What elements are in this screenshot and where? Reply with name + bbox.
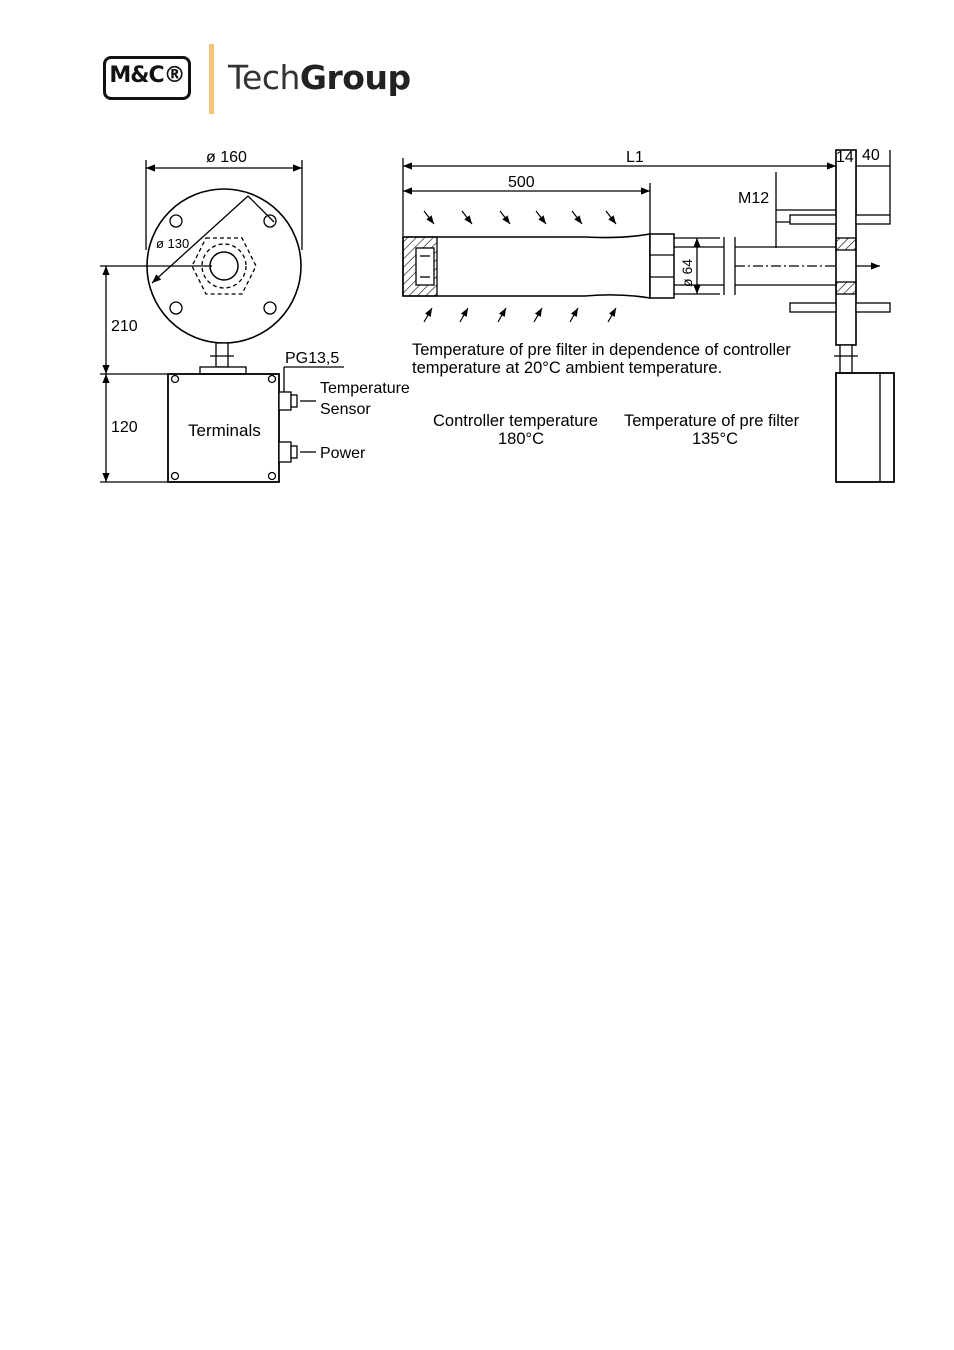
- dim-flange-diameter: ø 160: [206, 149, 247, 166]
- prefilter-temp-label: Temperature of pre filter: [624, 412, 800, 430]
- note-line-2: temperature at 20°C ambient temperature.: [412, 359, 723, 377]
- dim-thread-m12: M12: [738, 190, 770, 207]
- side-view: [403, 150, 894, 482]
- dim-bolt-circle: ø 130: [156, 236, 190, 251]
- pg-label: PG13,5: [285, 350, 340, 367]
- dim-height-120: 120: [111, 419, 138, 436]
- dim-length-l1: L1: [626, 149, 644, 166]
- note-line-1: Temperature of pre filter in dependence of controller: [412, 341, 791, 359]
- controller-temp-value: 180°C: [498, 430, 545, 448]
- controller-temp-label: Controller temperature: [433, 412, 599, 430]
- terminals-label: Terminals: [188, 421, 261, 440]
- mc-badge-text: M&C®: [109, 63, 185, 88]
- dim-length-500: 500: [508, 174, 535, 191]
- temp-sensor-label-1: Temperature: [320, 380, 410, 397]
- wordmark-group: Group: [299, 58, 411, 97]
- dim-width-14: 14: [836, 149, 854, 166]
- dim-filter-diameter: ø 64: [679, 258, 695, 287]
- wordmark-tech: Tech: [228, 58, 300, 97]
- prefilter-temp-value: 135°C: [692, 430, 739, 448]
- dim-width-40: 40: [862, 147, 880, 164]
- power-label: Power: [320, 445, 366, 462]
- temp-sensor-label-2: Sensor: [320, 401, 371, 418]
- dim-height-210: 210: [111, 318, 138, 335]
